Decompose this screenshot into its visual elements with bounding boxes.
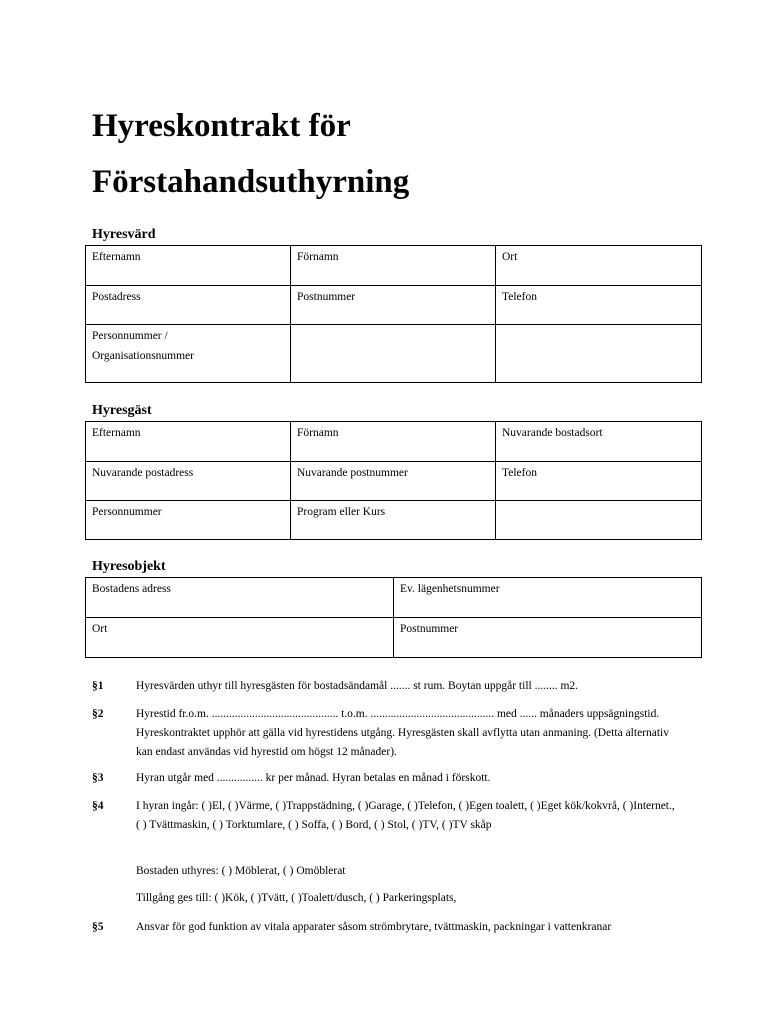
tenant-current-postcode-field[interactable]: Nuvarande postnummer — [291, 462, 496, 501]
title-line-1: Hyreskontrakt för — [92, 108, 351, 144]
landlord-empty-cell[interactable] — [496, 325, 702, 383]
clause-number: §4 — [92, 800, 104, 812]
clause-1 — [92, 677, 692, 697]
access-options-line: Tillgång ges till: ( )Kök, ( )Tvätt, ( )Toalett/dusch, ( ) Parkeringsplats, — [136, 892, 457, 904]
title-line-2: Förstahandsuthyrning — [92, 164, 410, 200]
table-row — [86, 286, 702, 325]
landlord-address-field[interactable]: Postadress — [86, 286, 291, 325]
table-row — [86, 501, 702, 540]
tenant-heading: Hyresgäst — [92, 403, 152, 418]
landlord-postcode-field[interactable]: Postnummer — [291, 286, 496, 325]
tenant-empty-cell[interactable] — [496, 501, 702, 540]
clause-3 — [92, 769, 692, 789]
object-city-field[interactable]: Ort — [86, 618, 394, 658]
landlord-city-field[interactable]: Ort — [496, 246, 702, 286]
clause-text: I hyran ingår: ( )El, ( )Värme, ( )Trappstädning, ( )Garage, ( )Telefon, ( )Egen toalett, ( )Eget kök/kokvrå, ( )Internet., ( ) Tvättmaskin, ( ) Torktumlare, ( ) Soffa, ( ) Bord, ( ) Stol, ( )TV, ( )TV skåp — [136, 800, 675, 831]
tenant-current-address-field[interactable]: Nuvarande postadress — [86, 462, 291, 501]
object-table — [85, 577, 702, 658]
landlord-table — [85, 245, 702, 383]
landlord-phone-field[interactable]: Telefon — [496, 286, 702, 325]
table-row — [86, 422, 702, 462]
landlord-empty-cell[interactable] — [291, 325, 496, 383]
object-address-field[interactable]: Bostadens adress — [86, 578, 394, 618]
tenant-program-field[interactable]: Program eller Kurs — [291, 501, 496, 540]
tenant-current-city-field[interactable]: Nuvarande bostadsort — [496, 422, 702, 462]
clause-text: Hyrestid fr.o.m. ............................................ t.o.m. ........................................... med ...... månaders uppsägningstid. Hyreskontraktet upphör att gälla vid hyrestidens utgång. Hyresgästen skall avflytta utan anmaning. (Detta alternativ kan endast användas vid hyrestid om högst 12 månader). — [136, 708, 669, 758]
tenant-phone-field[interactable]: Telefon — [496, 462, 702, 501]
clause-number: §2 — [92, 708, 104, 720]
clause-4 — [92, 797, 692, 855]
table-row — [86, 246, 702, 286]
tenant-lastname-field[interactable]: Efternamn — [86, 422, 291, 462]
clause-number: §1 — [92, 680, 104, 692]
clause-5 — [92, 918, 692, 938]
object-postcode-field[interactable]: Postnummer — [394, 618, 702, 658]
table-row — [86, 618, 702, 658]
table-row — [86, 462, 702, 501]
clause-text: Ansvar för god funktion av vitala apparater såsom strömbrytare, tvättmaskin, packningar i vattenkranar — [136, 921, 612, 933]
tenant-table — [85, 421, 702, 540]
table-row — [86, 578, 702, 618]
clause-number: §3 — [92, 772, 104, 784]
landlord-id-number-field[interactable]: Personnummer / Organisationsnummer — [86, 325, 291, 383]
clause-number: §5 — [92, 921, 104, 933]
clause-text: Hyran utgår med ................ kr per månad. Hyran betalas en månad i förskott. — [136, 772, 491, 784]
tenant-firstname-field[interactable]: Förnamn — [291, 422, 496, 462]
clause-text: Hyresvärden uthyr till hyresgästen för bostadsändamål ....... st rum. Boytan uppgår till ........ m2. — [136, 680, 579, 692]
page-title — [92, 98, 409, 210]
furnished-options-line: Bostaden uthyres: ( ) Möblerat, ( ) Omöblerat — [136, 865, 346, 877]
object-apartment-number-field[interactable]: Ev. lägenhetsnummer — [394, 578, 702, 618]
landlord-firstname-field[interactable]: Förnamn — [291, 246, 496, 286]
table-row — [86, 325, 702, 383]
landlord-heading: Hyresvärd — [92, 227, 156, 242]
landlord-lastname-field[interactable]: Efternamn — [86, 246, 291, 286]
tenant-id-number-field[interactable]: Personnummer — [86, 501, 291, 540]
clause-2 — [92, 705, 692, 763]
object-heading: Hyresobjekt — [92, 559, 166, 574]
